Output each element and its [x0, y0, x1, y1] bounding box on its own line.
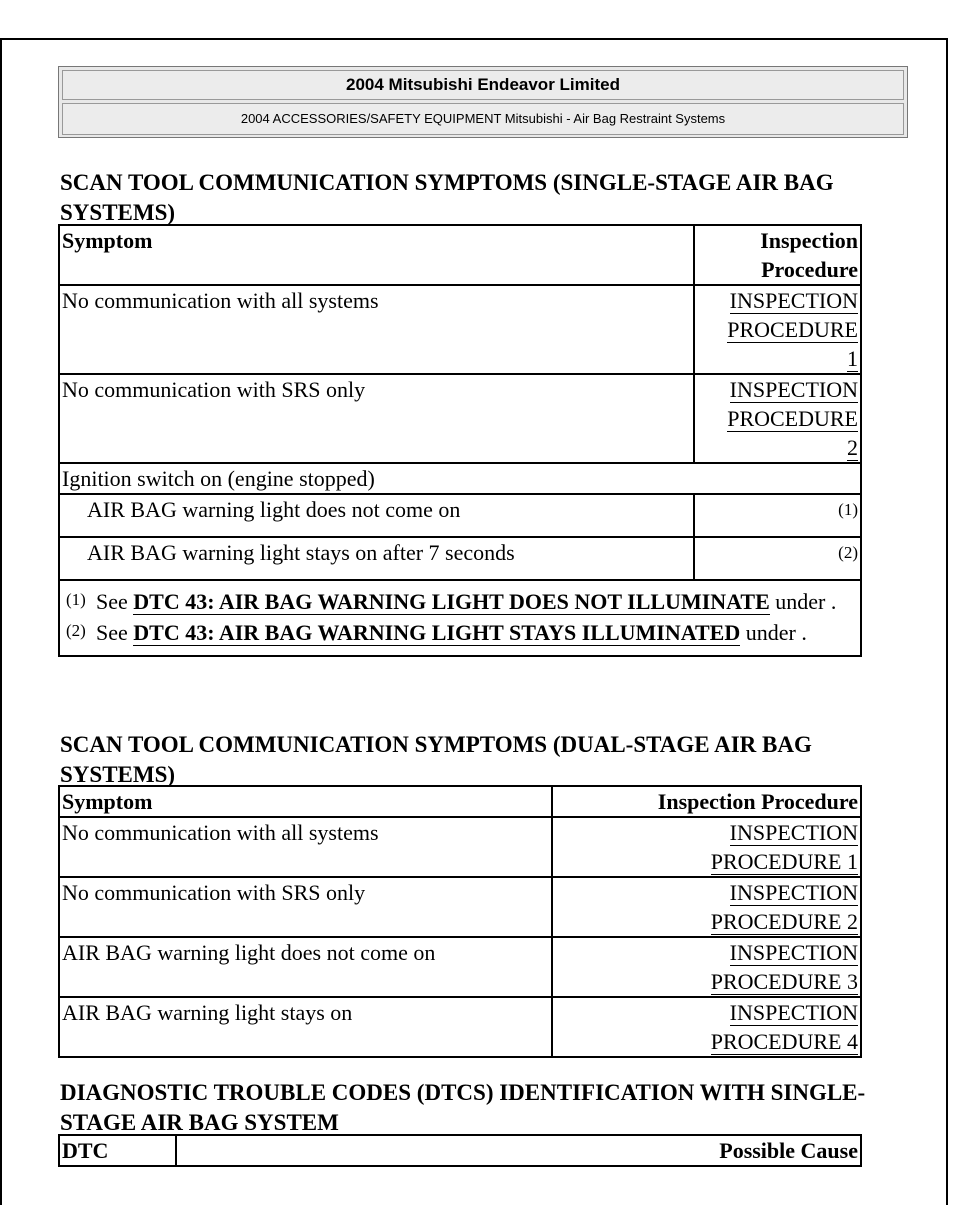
dtc-table [58, 1134, 862, 1167]
dual-stage-symptoms-table [58, 785, 862, 1058]
group-label: Ignition switch on (engine stopped) [59, 463, 861, 494]
symptom-cell: AIR BAG warning light stays on after 7 seconds [59, 537, 694, 580]
section-heading-single-stage: SCAN TOOL COMMUNICATION SYMPTOMS (SINGLE-STAGE AIR BAG SYSTEMS) [60, 170, 834, 225]
table-row [59, 937, 861, 997]
symptom-cell: No communication with SRS only [59, 877, 552, 937]
symptom-cell: No communication with all systems [59, 817, 552, 877]
table-row [59, 537, 861, 580]
group-label-row [59, 463, 861, 494]
footnote-marker: (1) [66, 590, 86, 609]
column-header-dtc: DTC [59, 1135, 176, 1166]
table-header-row [59, 1135, 861, 1166]
column-header-procedure: Inspection Procedure [552, 786, 861, 817]
table-row [59, 374, 861, 463]
document-header [58, 66, 908, 138]
column-header-symptom: Symptom [59, 225, 694, 285]
table-header-row [59, 225, 861, 285]
inspection-procedure-link[interactable]: INSPECTION [729, 820, 858, 845]
section-heading-dtc-identification: DIAGNOSTIC TROUBLE CODES (DTCS) IDENTIFICATION WITH SINGLE-STAGE AIR BAG SYSTEM [60, 1080, 866, 1135]
table-row [59, 997, 861, 1057]
page-frame-right [946, 38, 948, 1205]
header-subtitle: 2004 ACCESSORIES/SAFETY EQUIPMENT Mitsubishi - Air Bag Restraint Systems [62, 103, 904, 135]
page-frame-top [0, 38, 948, 40]
procedure-link-cell[interactable]: INSPECTION PROCEDURE 2 [694, 374, 861, 463]
procedure-link-cell[interactable]: INSPECTION PROCEDURE 1 [694, 285, 861, 374]
single-stage-symptoms-table [58, 224, 862, 657]
procedure-link-cell[interactable]: INSPECTION PROCEDURE 1 [552, 817, 861, 877]
dtc-43-link[interactable]: DTC 43: AIR BAG WARNING LIGHT DOES NOT ILLUMINATE [133, 589, 770, 614]
procedure-link-cell[interactable]: INSPECTION PROCEDURE 4 [552, 997, 861, 1057]
dtc-43-link[interactable]: DTC 43: AIR BAG WARNING LIGHT STAYS ILLUMINATED [133, 620, 741, 645]
procedure-link-cell[interactable]: INSPECTION PROCEDURE 3 [552, 937, 861, 997]
symptom-cell: No communication with all systems [59, 285, 694, 374]
symptom-cell: AIR BAG warning light does not come on [59, 494, 694, 537]
inspection-procedure-link[interactable]: INSPECTION [729, 288, 858, 313]
table-row [59, 817, 861, 877]
notes-row [59, 580, 861, 656]
table-row [59, 877, 861, 937]
symptom-cell: No communication with SRS only [59, 374, 694, 463]
page-frame-left [0, 38, 2, 1205]
header-title: 2004 Mitsubishi Endeavor Limited [62, 70, 904, 100]
column-header-possible-cause: Possible Cause [176, 1135, 861, 1166]
table-row [59, 494, 861, 537]
section-heading-dual-stage: SCAN TOOL COMMUNICATION SYMPTOMS (DUAL-STAGE AIR BAG SYSTEMS) [60, 732, 812, 787]
inspection-procedure-link[interactable]: INSPECTION [729, 377, 858, 402]
footnote-ref: (1) [694, 494, 861, 537]
table-row [59, 285, 861, 374]
inspection-procedure-link[interactable]: INSPECTION [729, 940, 858, 965]
notes-cell [59, 580, 861, 656]
column-header-symptom: Symptom [59, 786, 552, 817]
inspection-procedure-link[interactable]: INSPECTION [729, 880, 858, 905]
procedure-link-cell[interactable]: INSPECTION PROCEDURE 2 [552, 877, 861, 937]
inspection-procedure-link[interactable]: INSPECTION [729, 1000, 858, 1025]
footnote-ref: (2) [694, 537, 861, 580]
symptom-cell: AIR BAG warning light does not come on [59, 937, 552, 997]
footnote: (2) See DTC 43: AIR BAG WARNING LIGHT STAYS ILLUMINATED under . [64, 618, 858, 647]
column-header-procedure: Inspection Procedure [694, 225, 861, 285]
table-header-row [59, 786, 861, 817]
symptom-cell: AIR BAG warning light stays on [59, 997, 552, 1057]
footnote: (1) See DTC 43: AIR BAG WARNING LIGHT DOES NOT ILLUMINATE under . [64, 587, 858, 616]
footnote-marker: (2) [66, 621, 86, 640]
